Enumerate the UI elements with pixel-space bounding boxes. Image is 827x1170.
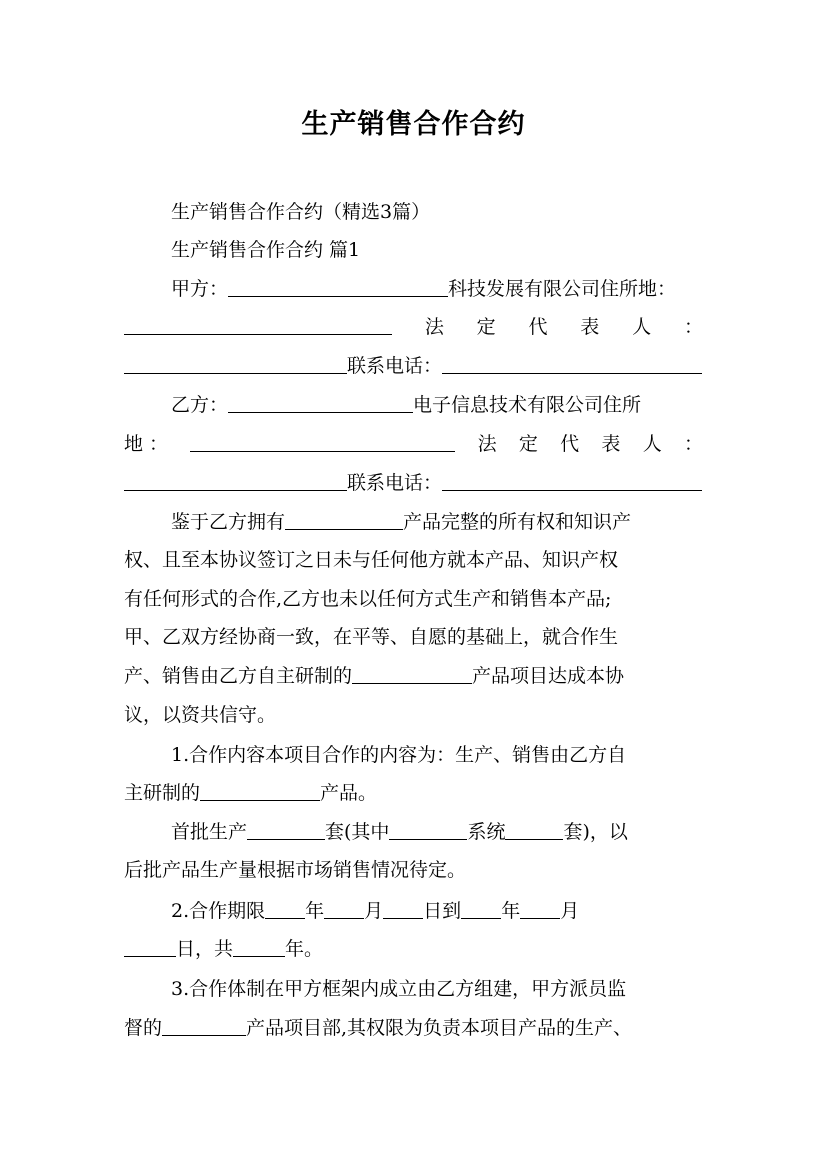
clause-3-line: 3.合作体制在甲方框架内成立由乙方组建，甲方派员监 [171,978,627,1000]
batch-line: 后批产品生产量根据市场销售情况待定。 [124,859,467,881]
party-b-phone-line: 联系电话： [124,471,703,495]
clause-1-line: 1.合作内容本项目合作的内容为：生产、销售由乙方自 [171,744,627,766]
blank-field [228,393,413,413]
party-b-line: 乙方： 电子信息技术有限公司住所 [171,394,642,416]
blank-field [389,820,467,840]
paragraph-line: 有任何形式的合作,乙方也未以任何方式生产和销售本产品; [124,588,612,610]
blank-field [228,277,448,297]
paragraph-line: 甲、乙双方经协商一致，在平等、自愿的基础上，就合作生 [124,626,619,648]
clause-3-line: 督的 产品项目部,其权限为负责本项目产品的生产、 [124,1017,633,1039]
blank-field [247,820,325,840]
blank-field [265,899,305,919]
blank-field [124,315,392,335]
blank-field [505,820,563,840]
paragraph-line: 议，以资共信守。 [124,704,277,726]
clause-1-line: 主研制的 产品。 [124,782,378,804]
paragraph-line: 权、且至本协议签订之日未与任何他方就本产品、知识产权 [124,549,619,571]
blank-field [324,899,364,919]
blank-field [124,471,347,491]
section-heading: 生产销售合作合约 篇1 [171,239,361,261]
blank-field [233,937,285,957]
page-title: 生产销售合作合约 [301,109,526,140]
blank-field [442,471,702,491]
blank-field [461,899,501,919]
party-a-line: 甲方： 科技发展有限公司住所地： [171,278,677,300]
blank-field [383,899,423,919]
blank-field [520,899,560,919]
clause-2-line: 日，共 年。 [124,937,703,961]
subtitle-line: 生产销售合作合约（精选3篇） [171,201,431,223]
paragraph-line: 鉴于乙方拥有 产品完整的所有权和知识产 [171,511,632,533]
party-a-legal-rep-line: 法 定 代 表 人 ： [124,315,703,339]
party-b-legal-rep-line: 地 ： 法 定 代 表 人 ： [124,433,703,455]
blank-field [162,1016,246,1036]
blank-field [285,510,403,530]
blank-field [124,354,347,374]
blank-field [200,781,320,801]
party-a-phone-line: 联系电话： [124,354,703,378]
clause-2-line: 2.合作期限 年 月 日到 年 月 [171,900,580,922]
paragraph-line: 产、销售由乙方自主研制的 产品项目达成本协 [124,665,625,687]
blank-field [352,664,472,684]
batch-line: 首批生产 套(其中 系统 套)，以 [171,821,628,843]
blank-field [190,432,455,452]
blank-field [124,937,176,957]
blank-field [442,354,702,374]
